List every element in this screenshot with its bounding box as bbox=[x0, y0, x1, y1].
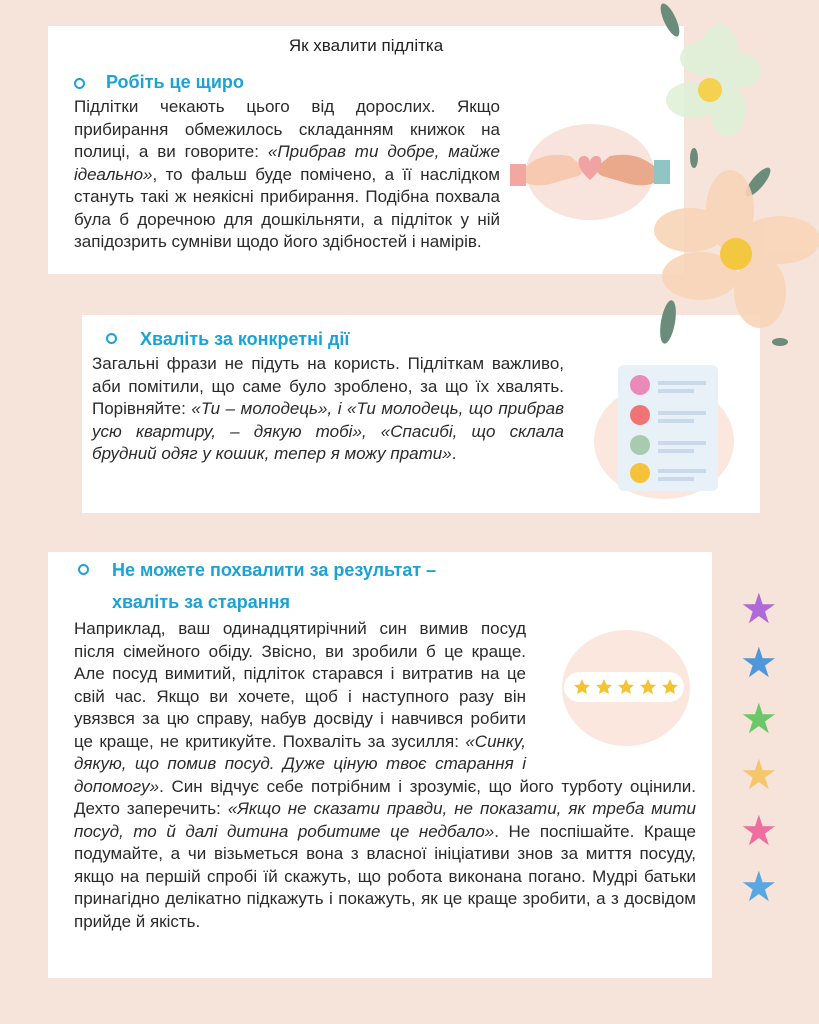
section-heading: Робіть це щиро bbox=[106, 72, 244, 92]
section-body: Підлітки чекають цього від дорослих. Якщо прибирання обмежилось складанням книжок на полиці, а ви говорите: «Прибрав ти добре, майже ідеально», то фальш буде помічено, а її наслідком стануть такі ж неякісні прибирання. Подібна похвала була б доречною для дошкільняти, а підліток у ній запідозрить сумніви щодо його здібностей і намірів. bbox=[74, 97, 500, 251]
section-body: Загальні фрази не підуть на користь. Підліткам важливо, аби помітили, що саме було зроблено, за що їх хвалять. Порівняйте: «Ти – молодець», і «Ти молодець, що прибрав усю квартиру, – дякую тобі», «Спасибі, що склала брудний одяг у кошик, тепер я можу прати». bbox=[92, 354, 565, 463]
page-title: Як хвалити підлітка bbox=[288, 36, 444, 55]
checklist-icon bbox=[582, 355, 742, 505]
section-heading-line2: хваліть за старання bbox=[112, 592, 290, 612]
star-icon: ★ bbox=[740, 585, 778, 632]
section-body: Наприклад, ваш одинадцятирічний син вимив посуд після сімейного обіду. Звісно, ви зробили б це краще. Але посуд вимитий, підліток старався і витратив на це свій час. Якщо ви хочете, щоб і наступного разу він увязвся за цю справу, набув досвіду і навчився робити це краще, не критикуйте. Похваліть за зусилля: «Синку, дякую, що помив посуд. Дуже ціную твоє старання і допомогу». Син відчує себе потрібним і зрозуміє, що його турботу оцінили. Дехто заперечить: «Якщо не сказати правди, не показати, як треба мити посуд, то й далі дитина робитиме це недбало». Не поспішайте. Краще подумайте, а чи візьметься вона з власної ініціативи знов за миття посуду, якщо на першій спробі їй скажуть, що робота виконана погано. Мудрі батьки принагідно делікатно підкажуть і покажуть, як це краще зробити, а з досвідом прийде й якість. bbox=[74, 619, 696, 931]
section-heading: Хваліть за конкретні дії bbox=[140, 329, 350, 349]
bullet-icon bbox=[78, 564, 89, 575]
star-icon: ★ bbox=[740, 639, 778, 686]
star-icon: ★ bbox=[740, 863, 778, 910]
star-icon: ★ bbox=[740, 807, 778, 854]
star-icon: ★ bbox=[740, 751, 778, 798]
section-card-sincere bbox=[48, 26, 684, 274]
five-stars-rating-icon bbox=[546, 624, 696, 754]
bullet-icon bbox=[74, 78, 85, 89]
bullet-icon bbox=[106, 333, 117, 344]
section-card-effort bbox=[48, 552, 712, 978]
section-heading-line1: Не можете похвалити за результат – bbox=[112, 560, 437, 580]
flower-icon bbox=[630, 0, 819, 350]
star-icon: ★ bbox=[740, 695, 778, 742]
